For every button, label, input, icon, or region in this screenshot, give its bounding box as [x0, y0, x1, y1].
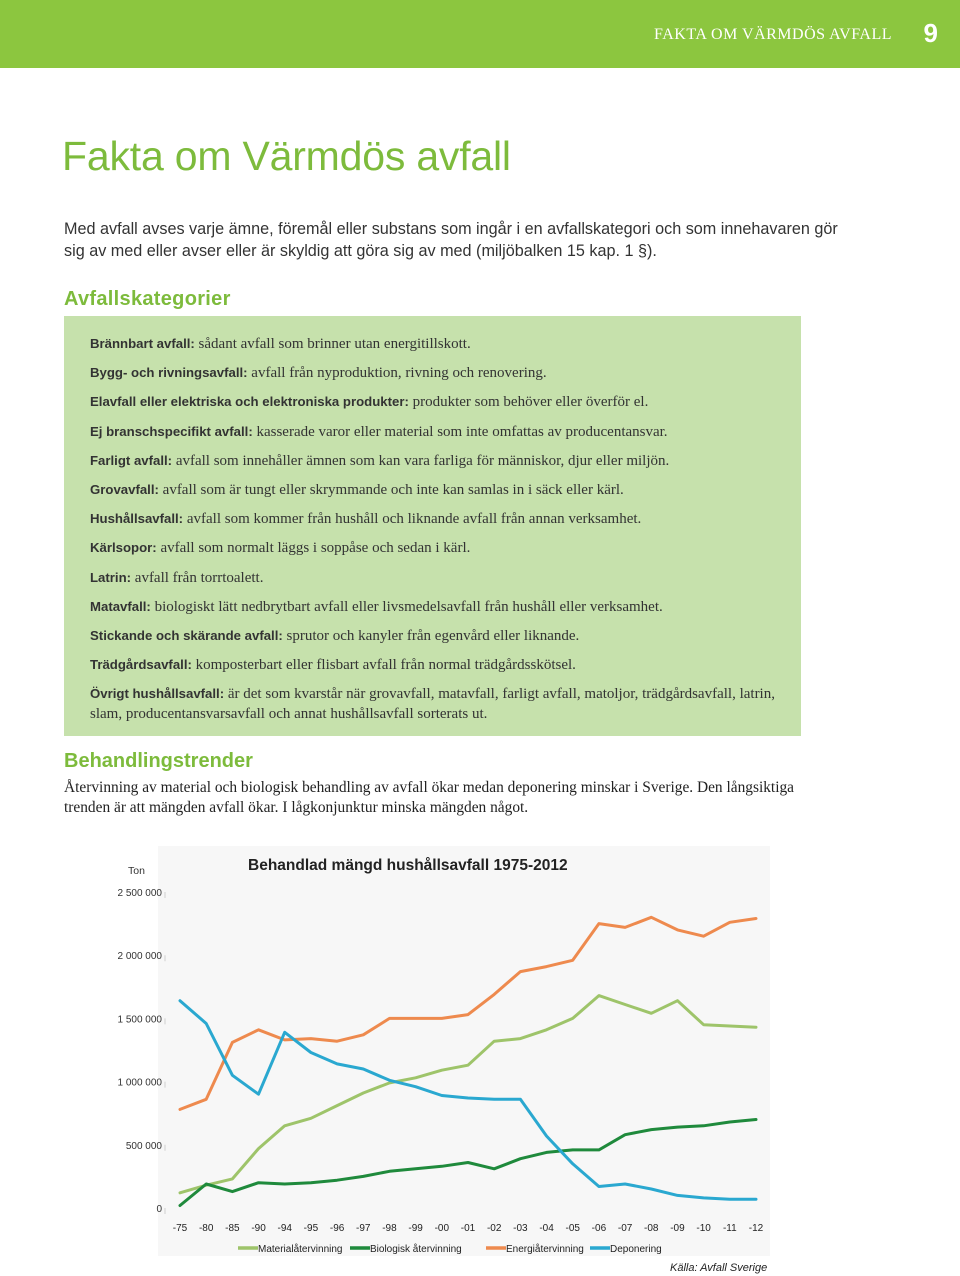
header-bar [0, 0, 960, 68]
chart-source: Källa: Avfall Sverige [670, 1262, 768, 1274]
x-tick-label: -08 [644, 1223, 659, 1234]
category-item [90, 509, 775, 529]
category-term: Övrigt hushållsavfall: [90, 686, 225, 702]
category-item [90, 538, 775, 558]
category-description: avfall som är tungt eller skrymmande och inte kan samlas in i säck eller kärl. [158, 481, 624, 498]
x-tick-label: -94 [277, 1223, 292, 1234]
category-term: Ej branschspecifikt avfall: [90, 423, 253, 439]
category-term: Stickande och skärande avfall: [90, 627, 283, 643]
category-term: Latrin: [90, 569, 132, 585]
x-tick-label: -02 [486, 1223, 502, 1234]
x-tick-label: -75 [172, 1223, 188, 1234]
category-item [90, 451, 775, 471]
x-tick-label: -04 [539, 1223, 554, 1234]
category-description: avfall som innehåller ämnen som kan vara farliga för människor, djur eller miljön. [172, 452, 670, 469]
x-tick-label: -07 [617, 1223, 633, 1234]
y-tick-label: 1 000 000 [117, 1077, 162, 1089]
category-term: Kärlsopor: [90, 540, 157, 556]
x-tick-label: -90 [251, 1223, 266, 1234]
y-tick-label: 1 500 000 [117, 1014, 162, 1026]
x-tick-label: -12 [748, 1223, 764, 1234]
legend-label: Materialåtervinning [258, 1244, 343, 1255]
category-description: sprutor och kanyler från egenvård eller liknande. [282, 627, 580, 644]
x-tick-label: -00 [434, 1223, 450, 1234]
x-tick-label: -05 [565, 1223, 580, 1234]
x-tick-label: -11 [722, 1223, 737, 1234]
legend-label: Deponering [610, 1244, 662, 1255]
x-tick-label: -01 [460, 1223, 476, 1234]
category-description: avfall som normalt läggs i soppåse och sedan i kärl. [156, 540, 471, 557]
category-term: Matavfall: [90, 598, 151, 614]
category-item [90, 597, 775, 617]
legend-label: Energiåtervinning [506, 1244, 584, 1255]
y-tick-label: 2 500 000 [117, 888, 162, 899]
categories-box [64, 316, 801, 736]
header-title: FAKTA OM VÄRMDÖS AVFALL [654, 26, 892, 43]
legend-label: Biologisk återvinning [370, 1244, 462, 1255]
categories-heading: Avfallskategorier [64, 288, 231, 310]
category-description: komposterbart eller flisbart avfall från normal trädgårdsskötsel. [191, 657, 576, 674]
category-item [90, 684, 775, 724]
category-term: Grovavfall: [90, 481, 159, 497]
x-tick-label: -97 [356, 1223, 371, 1234]
category-description: sådant avfall som brinner utan energitillskott. [194, 336, 471, 352]
y-tick-label: 2 000 000 [117, 951, 162, 963]
line-chart [88, 846, 778, 1266]
trends-heading: Behandlingstrender [64, 750, 253, 772]
category-term: Bygg- och rivningsavfall: [90, 365, 248, 381]
category-description: kasserade varor eller material som inte omfattas av producentansvar. [252, 423, 668, 440]
x-tick-label: -10 [696, 1223, 711, 1234]
category-description: produkter som behöver eller överför el. [408, 394, 649, 411]
category-description: avfall som kommer från hushåll och liknande avfall från annan verksamhet. [183, 511, 642, 528]
category-item [90, 568, 775, 588]
category-item [90, 363, 775, 383]
x-tick-label: -95 [303, 1223, 319, 1234]
y-axis-label: Ton [128, 865, 145, 877]
page-title: Fakta om Värmdös avfall [62, 133, 511, 179]
category-description: avfall från nyproduktion, rivning och renovering. [247, 365, 547, 382]
y-tick-label: 0 [156, 1204, 162, 1215]
y-tick-label: 500 000 [125, 1140, 162, 1152]
category-item [90, 334, 775, 354]
chart-title: Behandlad mängd hushållsavfall 1975-2012 [248, 857, 568, 874]
page-number: 9 [923, 18, 938, 48]
chart-container [88, 846, 778, 1266]
category-item [90, 480, 775, 500]
category-term: Hushållsavfall: [90, 511, 184, 527]
x-tick-label: -09 [670, 1223, 685, 1234]
category-item [90, 626, 775, 646]
x-tick-label: -96 [329, 1223, 345, 1234]
category-description: är det som kvarstår när grovavfall, matavfall, farligt avfall, matoljor, trädgårdsavfall, latrin, slam, producentansvarsavfall och annat hushållsavfall sorterats ut. [90, 686, 775, 723]
category-item [90, 655, 775, 675]
category-term: Trädgårdsavfall: [90, 657, 192, 673]
x-tick-label: -85 [225, 1223, 240, 1234]
category-term: Elavfall eller elektriska och elektroniska produkter: [90, 394, 409, 410]
category-description: biologiskt lätt nedbrytbart avfall eller livsmedelsavfall från hushåll eller verksamhet. [150, 598, 663, 615]
x-tick-label: -80 [198, 1223, 214, 1234]
x-tick-label: -98 [382, 1223, 397, 1234]
trends-paragraph: Återvinning av material och biologisk behandling av avfall ökar medan deponering minskar i Sverige. Den långsiktiga trenden är att mängden avfall ökar. I lågkonjunktur minska mängden något. [64, 779, 795, 816]
category-item [90, 422, 775, 442]
x-tick-label: -03 [513, 1223, 528, 1234]
category-term: Brännbart avfall: [90, 336, 195, 351]
intro-paragraph: Med avfall avses varje ämne, föremål eller substans som ingår i en avfallskategori och som innehavaren gör sig av med eller avser eller är skyldig att göra sig av med (miljöbalken 15 kap. 1 §). [64, 220, 838, 260]
category-description: avfall från torrtoalett. [131, 569, 264, 586]
category-term: Farligt avfall: [90, 452, 173, 468]
x-tick-label: -99 [408, 1223, 423, 1234]
category-item [90, 392, 775, 412]
x-tick-label: -06 [591, 1223, 607, 1234]
